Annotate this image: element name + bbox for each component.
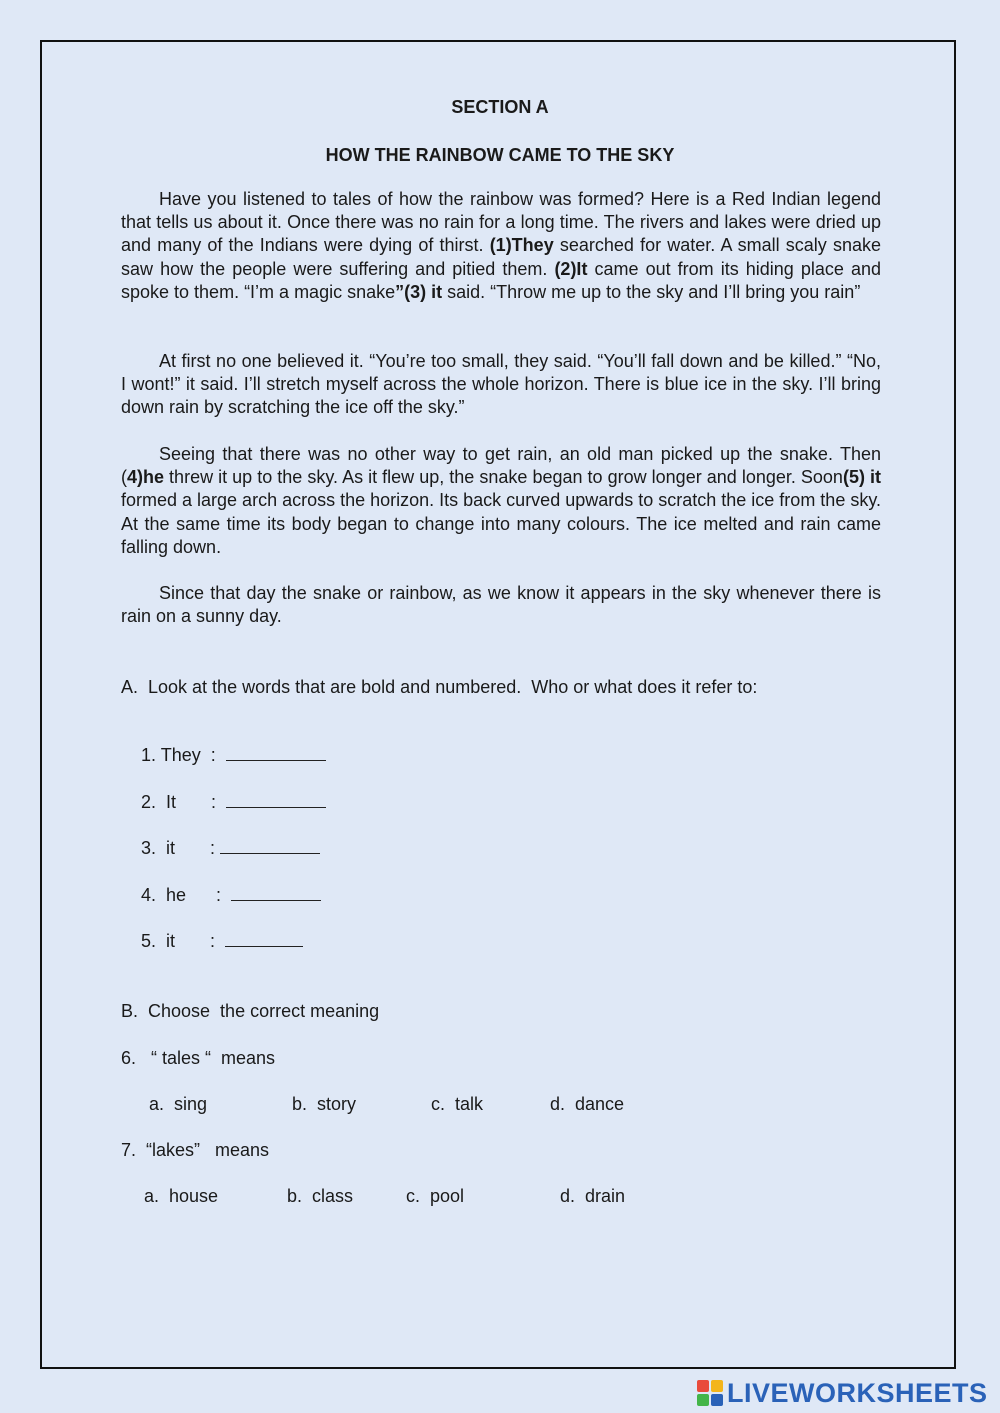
bold-reference-word: (2)It [554, 258, 588, 279]
passage-text: said. “Throw me up to the sky and I’ll bring you rain” [442, 281, 861, 302]
q6-option-a[interactable]: a. sing [149, 1094, 208, 1114]
question-7: 7. “lakes” means [121, 1140, 270, 1160]
bold-reference-word: ”(3) it [395, 281, 443, 302]
passage-text: Seeing that there was no other way to get rain, an old man picked up the snake. Then ( [121, 444, 881, 488]
section-heading: SECTION A [451, 97, 549, 117]
passage-text: Have you listened to tales of how the rainbow was formed? Here is a Red Indian legend that tells us about it. Once there was no rain for a long time. The rivers and lakes were dried up and many of the Indians were dying of thirst. [121, 189, 881, 256]
passage-text: At first no one believed it. “You’re too small, they said. “You’ll fall down and be killed.” “No, I wont!” it said. I’ll stretch myself across the whole horizon. There is blue ice in the sky. I’ll bring down rain by scratching the ice off the sky.” [121, 351, 881, 418]
question-6: 6. “ tales “ means [121, 1048, 276, 1068]
liveworksheets-brand[interactable] [697, 1378, 988, 1408]
answer-blank-5[interactable] [225, 931, 303, 947]
passage-paragraph-2 [121, 350, 881, 420]
brand-name: LIVEWORKSHEETS [727, 1378, 988, 1408]
passage-text: threw it up to the sky. As it flew up, the snake began to grow longer and longer. Soon [164, 467, 843, 488]
bold-reference-word: (1)They [489, 235, 554, 256]
bold-reference-word: 4)he [127, 467, 165, 488]
passage-paragraph-4 [121, 582, 881, 628]
logo-tile-green [697, 1394, 709, 1406]
q6-option-d[interactable]: d. dance [550, 1094, 625, 1114]
passage-text: came out from its hiding place and spoke to them. “I’m a magic snake [121, 258, 881, 302]
answer-blank-3[interactable] [220, 838, 320, 854]
answer-label-1: 1. They : [141, 745, 226, 765]
story-title: HOW THE RAINBOW CAME TO THE SKY [325, 145, 675, 165]
part-a-instruction: A. Look at the words that are bold and numbered. Who or what does it refer to: [121, 677, 758, 697]
worksheet-frame [40, 40, 956, 1369]
liveworksheets-logo-icon [697, 1380, 723, 1406]
q6-option-b[interactable]: b. story [292, 1094, 357, 1114]
q6-option-c[interactable]: c. talk [431, 1094, 484, 1114]
part-b-instruction: B. Choose the correct meaning [121, 1001, 380, 1021]
q7-option-d[interactable]: d. drain [560, 1186, 626, 1206]
passage-paragraph-1 [121, 188, 881, 304]
answer-blank-2[interactable] [226, 792, 326, 808]
q7-option-c[interactable]: c. pool [406, 1186, 465, 1206]
logo-tile-red [697, 1380, 709, 1392]
answer-label-5: 5. it : [141, 931, 226, 951]
bold-reference-word: (5) it [842, 467, 881, 488]
answer-label-4: 4. he : [141, 885, 232, 905]
passage-text: searched for water. A small scaly snake saw how the people were suffering and pitied them. [121, 235, 881, 279]
answer-label-2: 2. It : [141, 792, 227, 812]
q7-option-a[interactable]: a. house [144, 1186, 219, 1206]
logo-tile-yellow [711, 1380, 723, 1392]
passage-text: formed a large arch across the horizon. Its back curved upwards to scratch the ice from the sky. At the same time its body began to change into many colours. The ice melted and rain came falling down. [121, 490, 881, 557]
passage-paragraph-3 [121, 443, 881, 559]
passage-text: Since that day the snake or rainbow, as we know it appears in the sky whenever there is rain on a sunny day. [121, 583, 881, 627]
q7-option-b[interactable]: b. class [287, 1186, 354, 1206]
logo-tile-blue [711, 1394, 723, 1406]
answer-row-5 [121, 908, 303, 974]
answer-blank-1[interactable] [226, 745, 326, 761]
answer-blank-4[interactable] [231, 885, 321, 901]
answer-label-3: 3. it : [141, 838, 221, 858]
